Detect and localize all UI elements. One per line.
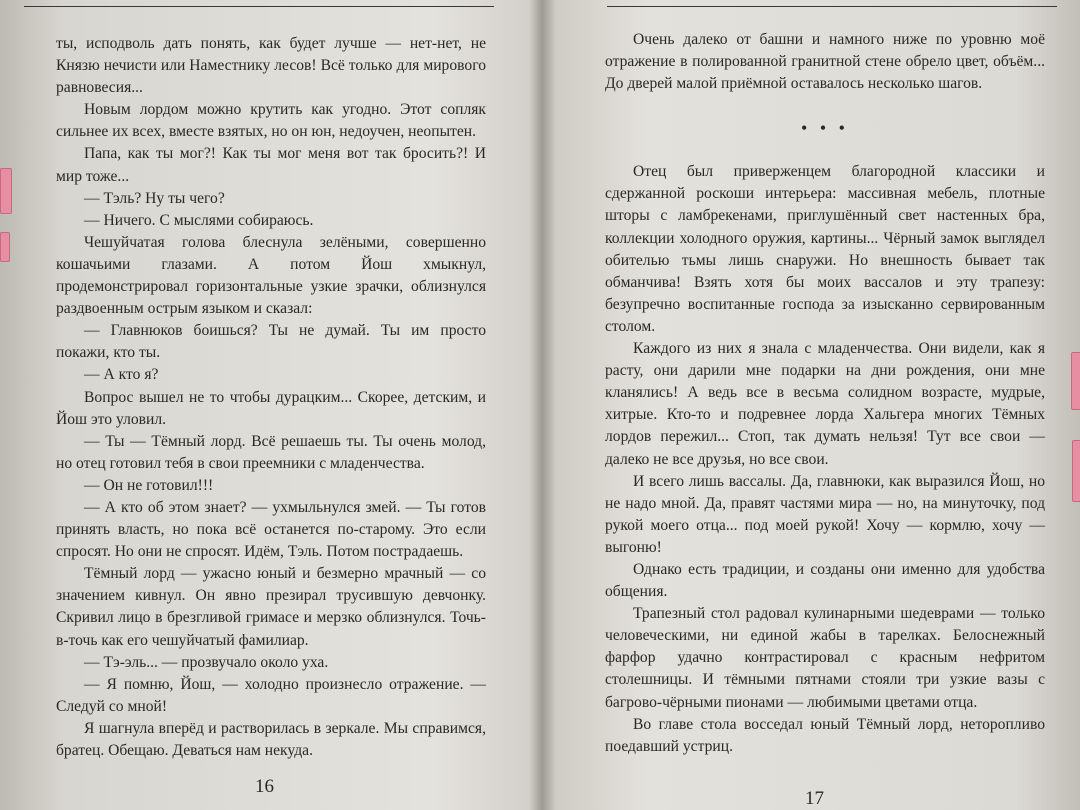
paragraph: Очень далеко от башни и намного ниже по уровню моё отражение в полированной гранитной стене обрело цвет, объём... До дверей малой приёмной оставалось несколько шагов.	[605, 31, 1045, 93]
header-rule	[607, 6, 1057, 7]
paragraph: Вопрос вышел не то чтобы дурацким... Скорее, детским, и Йош это уловил.	[56, 388, 486, 428]
paragraph: — Тэ-эль... — прозвучало около уха.	[84, 653, 329, 671]
bookmark-tab	[0, 232, 10, 262]
paragraph: — А кто я?	[84, 366, 159, 384]
bookmark-tab	[1072, 440, 1080, 502]
paragraph: Папа, как ты мог?! Как ты мог меня вот так бросить?! И мир тоже...	[56, 145, 486, 185]
paragraph: Новым лордом можно крутить как угодно. Этот сопляк сильнее их всех, вместе взятых, но он юн, недоучен, неопытен.	[56, 101, 486, 141]
paragraph: — Главнюков боишься? Ты не думай. Ты им просто покажи, кто ты.	[56, 322, 486, 362]
paragraph: — Я помню, Йош, — холодно произнесло отражение. — Следуй со мной!	[56, 675, 486, 715]
page-number-right: 17	[805, 788, 824, 809]
right-page-text	[605, 29, 1045, 758]
paragraph: Отец был приверженцем благородной классики и сдержанной роскоши интерьера: массивная мебель, плотные шторы с ламбрекенами, приглушённый свет настенных бра, коллекции холодного оружия, картины... Чёрный замок выглядел обителью тьмы лишь снаружи. Но внешность бывает так обманчива! Взять хотя бы моих вассалов и эту трапезу: безупречно воспитанные господа за изысканно сервированным столом.	[605, 163, 1045, 335]
page-number-left: 16	[255, 776, 274, 797]
paragraph: Однако есть традиции, и созданы они именно для удобства общения.	[605, 560, 1045, 601]
paragraph: Я шагнула вперёд и растворилась в зеркале. Мы справимся, братец. Обещаю. Деваться нам некуда.	[56, 719, 486, 759]
right-page	[545, 0, 1080, 810]
paragraph: ты, исподволь дать понять, как будет лучше — нет-нет, не Князю нечисти или Наместнику лесов! Всё только для мирового равновесия...	[56, 35, 486, 97]
paragraph: Во главе стола восседал юный Тёмный лорд, неторопливо поедавший устриц.	[605, 715, 1045, 755]
paragraph: — Тэль? Ну ты чего?	[84, 189, 225, 207]
section-separator: • • •	[801, 118, 849, 139]
left-page	[0, 0, 535, 810]
paragraph: — Он не готовил!!!	[84, 476, 214, 494]
header-rule	[24, 6, 494, 7]
paragraph: Тёмный лорд — ужасно юный и безмерно мрачный — со значением кивнул. Он явно презирал трусившую девчонку. Скривил лицо в брезгливой гримасе и мерзко облизнулся. Точь-в-точь как его чешуйчатый фамилиар.	[56, 565, 486, 649]
bookmark-tab	[0, 168, 12, 214]
paragraph: — Ты — Тёмный лорд. Всё решаешь ты. Ты очень молод, но отец готовил тебя в свои преемники с младенчества.	[56, 432, 486, 472]
paragraph: И всего лишь вассалы. Да, главнюки, как выразился Йош, но не надо мной. Да, правят частями мира — но, на минуточку, под рукой моего отца... под моей рукой! Хочу — кормлю, хочу — выгоню!	[605, 472, 1045, 556]
bookmark-tab	[1071, 352, 1080, 410]
paragraph: Чешуйчатая голова блеснула зелёными, совершенно кошачьими глазами. А потом Йош хмыкнул, продемонстрировал горизонтальные узкие зрачки, облизнулся раздвоенным острым языком и сказал:	[56, 233, 486, 318]
left-page-text	[56, 33, 486, 762]
paragraph: — А кто об этом знает? — ухмыльнулся змей. — Ты готов принять власть, но пока всё останется по-старому. Это если спросят. Но они не спросят. Идём, Тэль. Потом пострадаешь.	[56, 498, 486, 561]
paragraph: Каждого из них я знала с младенчества. Они видели, как я расту, они дарили мне подарки на дни рождения, они мне кланялись! А ведь все в весьма солидном возрасте, мудрые, хитрые. Кто-то и подревнее лорда Хальгера многих Тёмных лордов пережил... Стоп, так думать нельзя! Тут все свои — далеко не все друзья, но все свои.	[605, 340, 1045, 468]
paragraph: — Ничего. С мыслями собираюсь.	[84, 211, 314, 229]
paragraph: Трапезный стол радовал кулинарными шедеврами — только человеческими, ни единой жабы в тарелках. Белоснежный фарфор удачно контрастировал с красным нефритом столешницы. И тёмными пятнами стояли три узкие вазы с багрово-чёрными пионами — любимыми цветами отца.	[605, 605, 1045, 711]
